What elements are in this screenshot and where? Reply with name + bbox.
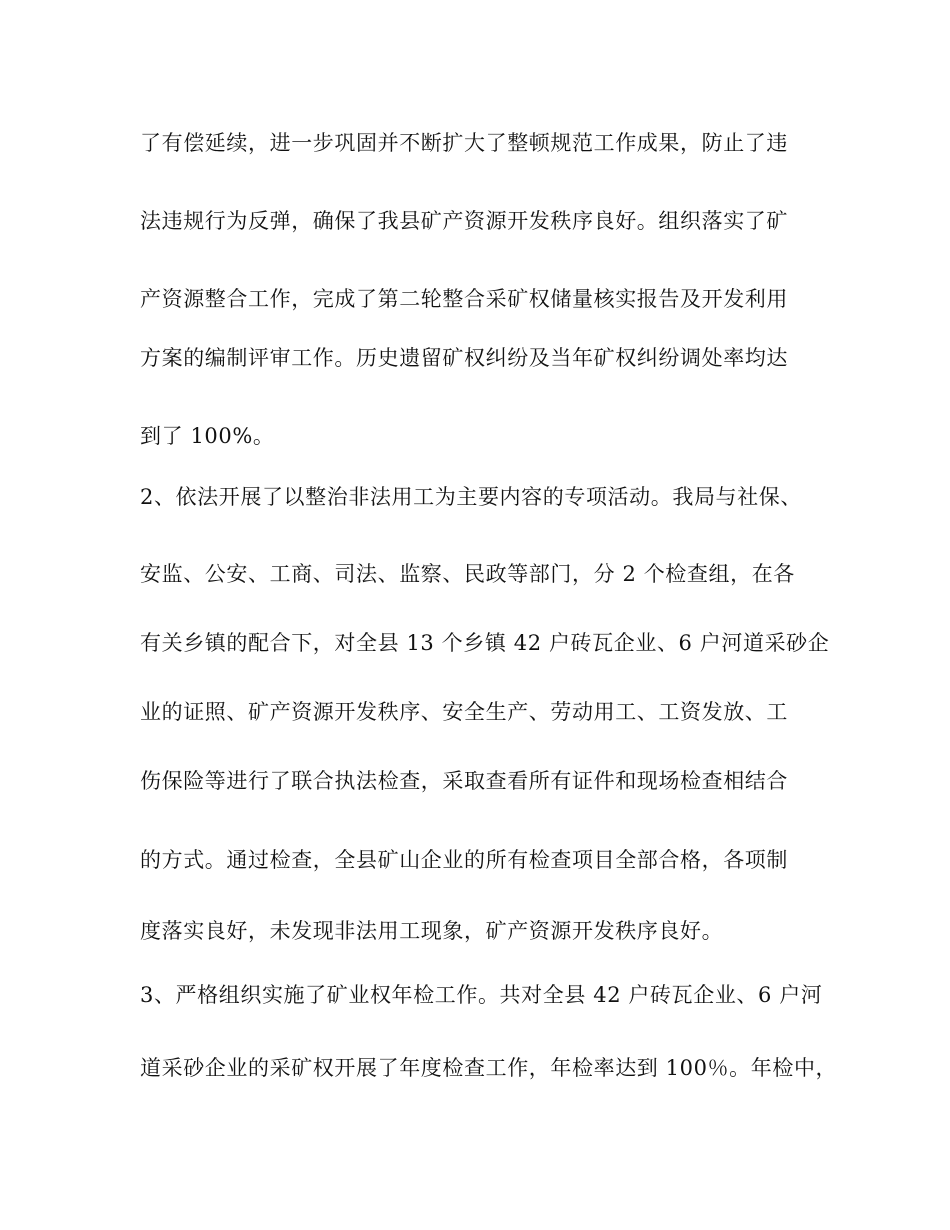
- text-line: 产资源整合工作，完成了第二轮整合采矿权储量核实报告及开发利用: [140, 287, 788, 311]
- text-line: 到了 100%。: [140, 424, 275, 448]
- text-line: 的方式。通过检查，全县矿山企业的所有检查项目全部合格，各项制: [140, 848, 788, 872]
- text-line: 伤保险等进行了联合执法检查，采取查看所有证件和现场检查相结合: [140, 769, 788, 793]
- text-line: 方案的编制评审工作。历史遗留矿权纠纷及当年矿权纠纷调处率均达: [140, 346, 788, 370]
- text-line: 法违规行为反弹，确保了我县矿产资源开发秩序良好。组织落实了矿: [140, 209, 788, 233]
- text-line: 有关乡镇的配合下，对全县 13 个乡镇 42 户砖瓦企业、6 户河道采砂企: [140, 631, 830, 655]
- text-line: 道采砂企业的采矿权开展了年度检查工作，年检率达到 100％。年检中，: [140, 1056, 838, 1080]
- text-line: 了有偿延续，进一步巩固并不断扩大了整顿规范工作成果，防止了违: [140, 131, 788, 155]
- text-line: 安监、公安、工商、司法、监察、民政等部门，分 2 个检查组，在各: [140, 562, 795, 586]
- text-line: 度落实良好，未发现非法用工现象，矿产资源开发秩序良好。: [140, 919, 724, 943]
- text-line: 2、依法开展了以整治非法用工为主要内容的专项活动。我局与社保、: [140, 485, 802, 509]
- text-line: 业的证照、矿产资源开发秩序、安全生产、劳动用工、工资发放、工: [140, 700, 788, 724]
- text-line: 3、严格组织实施了矿业权年检工作。共对全县 42 户砖瓦企业、6 户河: [140, 983, 823, 1007]
